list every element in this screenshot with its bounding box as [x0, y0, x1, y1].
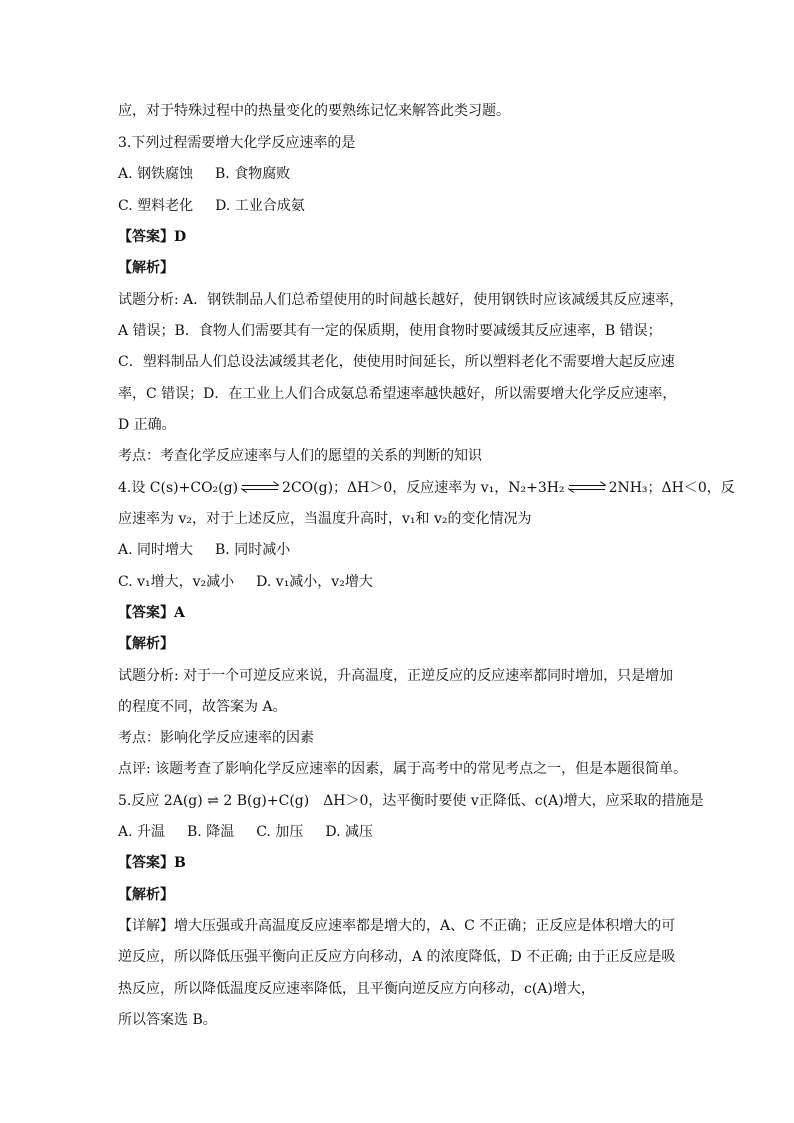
text-line: C．塑料制品人们总设法减缓其老化，使使用时间延长，所以塑料老化不需要增大起反应速	[118, 354, 675, 370]
option-d: D. 减压	[325, 824, 373, 840]
text-line: D 正确。	[118, 417, 176, 433]
exam-point: 考点：考查化学反应速率与人们的愿望的关系的判断的知识	[118, 448, 482, 464]
analysis-label: 【解析】	[118, 887, 174, 903]
text-line: 应速率为 v₂，对于上述反应，当温度升高时，v₁和 v₂的变化情况为	[118, 511, 532, 527]
text-line: 热反应，所以降低温度反应速率降低，且平衡向逆反应方向移动，c(A)增大，	[118, 981, 595, 997]
answer-label: 【答案】B	[118, 855, 186, 871]
question-5-options	[118, 822, 690, 842]
question-3-options-row-2	[118, 196, 690, 216]
question-4-options-row-2	[118, 572, 690, 592]
question-4-options-row-1	[118, 540, 690, 560]
option-c: C. v₁增大，v₂减小	[118, 574, 235, 590]
option-a: A. 钢铁腐蚀	[118, 166, 194, 182]
option-d: D. 工业合成氨	[215, 198, 305, 214]
option-a: A. 同时增大	[118, 542, 194, 558]
text-line: 应，对于特殊过程中的热量变化的要熟练记忆来解答此类习题。	[118, 103, 510, 119]
option-c: C. 加压	[256, 824, 304, 840]
analysis-label: 【解析】	[118, 636, 174, 652]
text-line: 所以答案选 B。	[118, 1012, 217, 1028]
equilibrium-arrow-icon	[569, 482, 605, 494]
text-line: A 错误；B．食物人们需要其有一定的保质期，使用食物时要减缓其反应速率，B 错误；	[118, 323, 662, 339]
analysis-label: 【解析】	[118, 260, 174, 276]
option-c: C. 塑料老化	[118, 198, 194, 214]
stem-part: 2NH₃；ΔH＜0，反	[608, 480, 735, 496]
question-3-options-row-1	[118, 164, 690, 184]
question-5-stem: 5.反应 2A(g) ⇌ 2 B(g)+C(g) ΔH＞0，达平衡时要使 v正降低、c(A)增大，应采取的措施是	[118, 793, 704, 809]
text-line: 率，C 错误；D．在工业上人们合成氨总希望速率越快越好，所以需要增大化学反应速率，	[118, 386, 677, 402]
answer-label: 【答案】D	[118, 229, 187, 245]
text-line: 试题分析: A．钢铁制品人们总希望使用的时间越长越好，使用钢铁时应该减缓其反应速率，	[118, 292, 684, 308]
answer-label: 【答案】A	[118, 605, 185, 621]
option-a: A. 升温	[118, 824, 166, 840]
option-b: B. 食物腐败	[215, 166, 291, 182]
text-line: 的程度不同，故答案为 A。	[118, 699, 287, 715]
text-line: 【详解】增大压强或升高温度反应速率都是增大的，A、C 不正确；正反应是体积增大的可	[118, 918, 676, 934]
exam-point: 考点：影响化学反应速率的因素	[118, 730, 314, 746]
question-3-stem: 3.下列过程需要增大化学反应速率的是	[118, 135, 356, 151]
option-d: D. v₁减小，v₂增大	[256, 574, 373, 590]
text-line: 试题分析: 对于一个可逆反应来说，升高温度，正逆反应的反应速率都同时增加，只是增加	[118, 668, 674, 684]
equilibrium-arrow-icon	[242, 482, 278, 494]
option-b: B. 降温	[187, 824, 235, 840]
question-4-stem	[118, 478, 735, 498]
comment: 点评: 该题考查了影响化学反应速率的因素，属于高考中的常见考点之一，但是本题很简单。	[118, 761, 688, 777]
option-b: B. 同时减小	[215, 542, 291, 558]
stem-part: 2CO(g)；ΔH＞0，反应速率为 v₁，N₂+3H₂	[282, 480, 565, 496]
text-line: 逆反应，所以降低压强平衡向正反应方向移动，A 的浓度降低，D 不正确; 由于正反应是吸	[118, 949, 676, 965]
stem-part: 4.设 C(s)+CO₂(g)	[118, 480, 239, 496]
